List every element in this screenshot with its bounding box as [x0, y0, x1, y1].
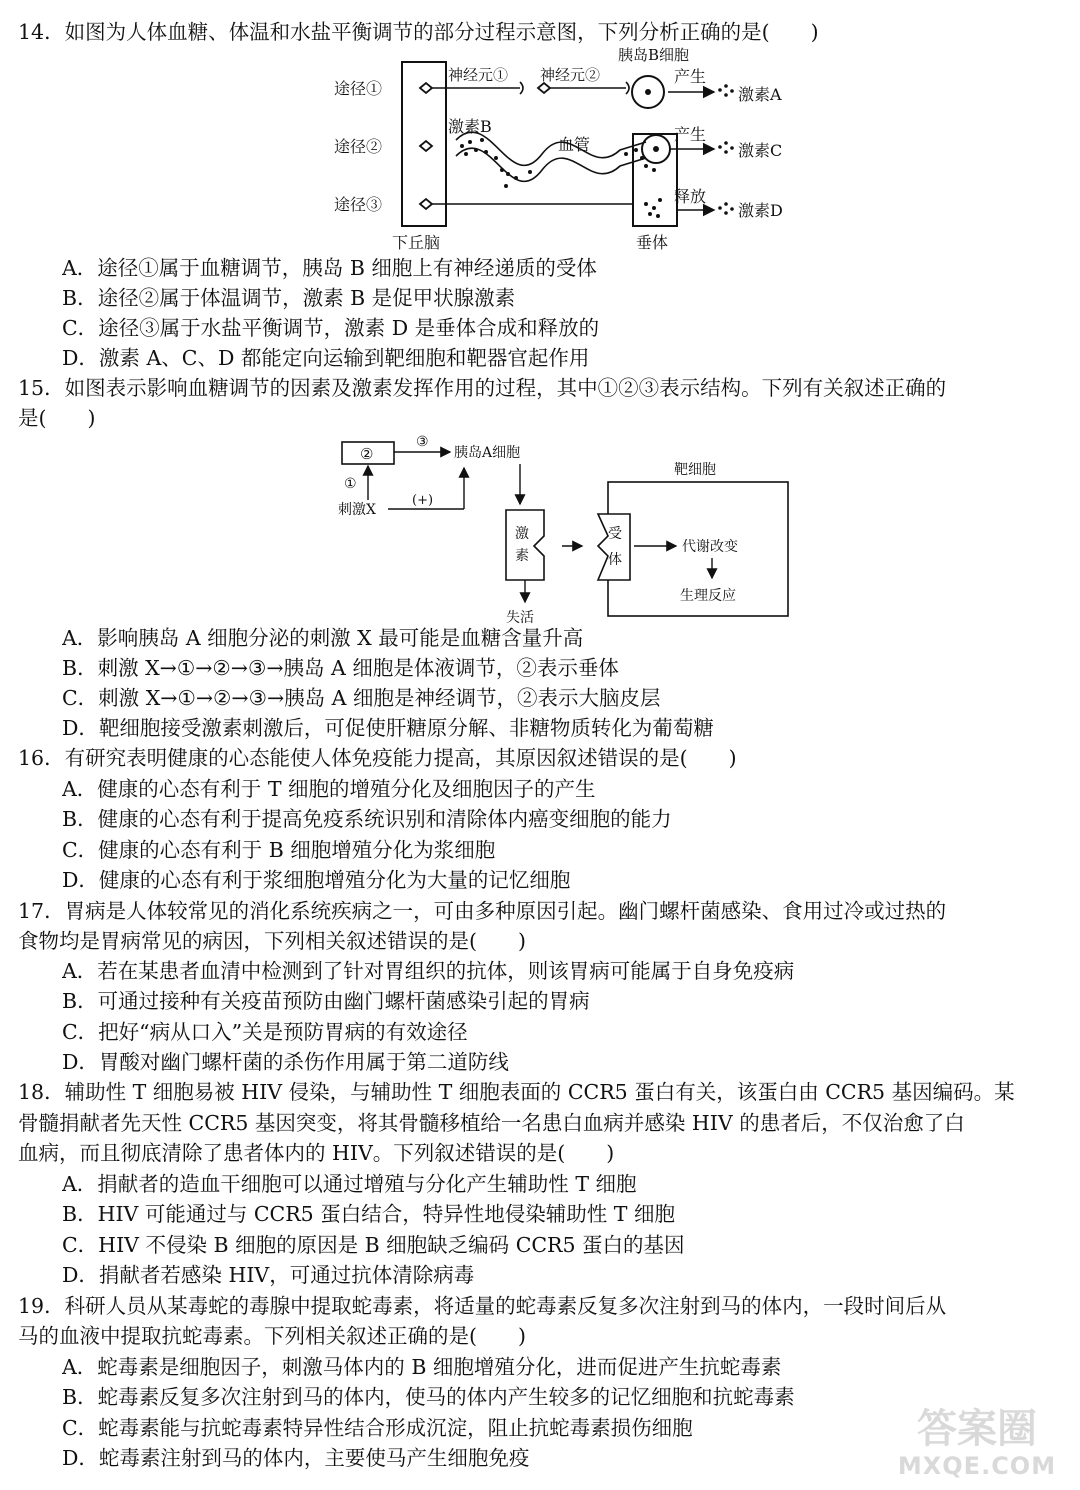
q15-stem-line1: 15．如图表示影响血糖调节的因素及激素发挥作用的过程，其中①②③表示结构。下列有关叙述正确的 — [18, 376, 947, 400]
label-islet-a: 胰岛A细胞 — [454, 445, 521, 461]
label-receptor-2: 体 — [608, 552, 622, 568]
label-hypothalamus: 下丘脑 — [392, 233, 441, 252]
q19-option-a: A．蛇毒素是细胞因子，刺激马体内的 B 细胞增殖分化，进而促进产生抗蛇毒素 — [62, 1355, 782, 1379]
label-metabolism: 代谢改变 — [682, 539, 738, 555]
q17-stem-line2: 食物均是胃病常见的病因，下列相关叙述错误的是( ) — [18, 929, 526, 953]
q14-option-b: B．途径②属于体温调节，激素 B 是促甲状腺激素 — [62, 286, 516, 310]
label-hormone-2: 素 — [515, 548, 529, 564]
watermark-url: MXQE.COM — [897, 1452, 1057, 1480]
q14-stem: 14．如图为人体血糖、体温和水盐平衡调节的部分过程示意图，下列分析正确的是( ) — [18, 20, 819, 44]
q19-option-d: D．蛇毒素注射到马的体内，主要使马产生细胞免疫 — [62, 1446, 530, 1470]
q15-stem-line2: 是( ) — [18, 406, 96, 430]
q19-option-b: B．蛇毒素反复多次注射到马的体内，使马的体内产生较多的记忆细胞和抗蛇毒素 — [62, 1385, 795, 1409]
label-inactivate: 失活 — [506, 610, 534, 626]
q14-option-d: D．激素 A、C、D 都能定向运输到靶细胞和靶器官起作用 — [62, 346, 590, 370]
label-path2: 途径② — [334, 137, 383, 156]
label-hormone-b: 激素B — [448, 117, 492, 136]
q17-option-a: A．若在某患者血清中检测到了针对胃组织的抗体，则该胃病可能属于自身免疫病 — [62, 959, 795, 983]
label-hormone-1: 激 — [515, 526, 529, 542]
label-produce2: 产生 — [674, 125, 707, 144]
q15-option-c: C．刺激 X→①→②→③→胰岛 A 细胞是神经调节，②表示大脑皮层 — [62, 686, 661, 710]
label-islet-b: 胰岛B细胞 — [618, 46, 690, 64]
q15-option-a: A．影响胰岛 A 细胞分泌的刺激 X 最可能是血糖含量升高 — [62, 626, 584, 650]
label-produce1: 产生 — [674, 67, 707, 86]
q19-stem-line2: 马的血液中提取抗蛇毒素。下列相关叙述正确的是( ) — [18, 1324, 526, 1348]
label-target-cell: 靶细胞 — [674, 462, 716, 478]
q15-figure — [330, 432, 800, 626]
label-receptor-1: 受 — [608, 526, 622, 542]
q16-option-c: C．健康的心态有利于 B 细胞增殖分化为浆细胞 — [62, 838, 496, 862]
q18-option-a: A．捐献者的造血干细胞可以通过增殖与分化产生辅助性 T 细胞 — [62, 1172, 637, 1196]
q19-option-c: C．蛇毒素能与抗蛇毒素特异性结合形成沉淀，阻止抗蛇毒素损伤细胞 — [62, 1416, 693, 1440]
q17-option-c: C．把好“病从口入”关是预防胃病的有效途径 — [62, 1020, 468, 1044]
q17-option-d: D．胃酸对幽门螺杆菌的杀伤作用属于第二道防线 — [62, 1050, 509, 1074]
q18-option-d: D．捐献者若感染 HIV，可通过抗体清除病毒 — [62, 1263, 475, 1287]
q14-option-a: A．途径①属于血糖调节，胰岛 B 细胞上有神经递质的受体 — [62, 256, 597, 280]
q15-option-d: D．靶细胞接受激素刺激后，可促使肝糖原分解、非糖物质转化为葡萄糖 — [62, 716, 714, 740]
label-1: ① — [344, 476, 357, 492]
label-hormone-c: 激素C — [738, 141, 783, 160]
label-neuron1: 神经元① — [448, 66, 509, 84]
label-box2: ② — [360, 445, 374, 463]
q18-option-b: B．HIV 可能通过与 CCR5 蛋白结合，特异性地侵染辅助性 T 细胞 — [62, 1202, 675, 1226]
watermark-brand: 答案圈 — [917, 1406, 1037, 1452]
q18-stem-line3: 血病，而且彻底清除了患者体内的 HIV。下列叙述错误的是( ) — [18, 1141, 615, 1165]
label-plus: (+) — [412, 493, 434, 508]
q18-stem-line1: 18．辅助性 T 细胞易被 HIV 侵染，与辅助性 T 细胞表面的 CCR5 蛋白有关，该蛋白由 CCR5 基因编码。某 — [18, 1080, 1015, 1104]
label-hormone-d: 激素D — [738, 201, 783, 220]
q15-option-b: B．刺激 X→①→②→③→胰岛 A 细胞是体液调节，②表示垂体 — [62, 656, 619, 680]
label-release: 释放 — [674, 187, 707, 206]
q16-option-a: A．健康的心态有利于 T 细胞的增殖分化及细胞因子的产生 — [62, 777, 596, 801]
q17-option-b: B．可通过接种有关疫苗预防由幽门螺杆菌感染引起的胃病 — [62, 989, 590, 1013]
label-arrow3: ③ — [416, 434, 429, 450]
q19-stem-line1: 19．科研人员从某毒蛇的毒腺中提取蛇毒素，将适量的蛇毒素反复多次注射到马的体内，一段时间后从 — [18, 1294, 947, 1318]
q14-figure — [320, 46, 800, 256]
q18-option-c: C．HIV 不侵染 B 细胞的原因是 B 细胞缺乏编码 CCR5 蛋白的基因 — [62, 1233, 685, 1257]
watermark-logo — [882, 1406, 1072, 1486]
label-path1: 途径① — [334, 79, 383, 98]
label-stimulus: 刺激X — [338, 502, 376, 518]
label-response: 生理反应 — [680, 588, 736, 604]
label-hormone-a: 激素A — [738, 85, 782, 104]
q16-option-d: D．健康的心态有利于浆细胞增殖分化为大量的记忆细胞 — [62, 868, 571, 892]
q16-stem: 16．有研究表明健康的心态能使人体免疫能力提高，其原因叙述错误的是( ) — [18, 746, 737, 770]
q14-option-c: C．途径③属于水盐平衡调节，激素 D 是垂体合成和释放的 — [62, 316, 600, 340]
label-neuron2: 神经元② — [540, 66, 601, 84]
label-vessel: 血管 — [558, 135, 591, 154]
q18-stem-line2: 骨髓捐献者先天性 CCR5 基因突变，将其骨髓移植给一名患白血病并感染 HIV 的患者后，不仅治愈了白 — [18, 1111, 965, 1135]
q16-option-b: B．健康的心态有利于提高免疫系统识别和清除体内癌变细胞的能力 — [62, 807, 672, 831]
q17-stem-line1: 17．胃病是人体较常见的消化系统疾病之一，可由多种原因引起。幽门螺杆菌感染、食用过冷或过热的 — [18, 899, 947, 923]
label-path3: 途径③ — [334, 195, 383, 214]
label-pituitary: 垂体 — [636, 233, 669, 252]
